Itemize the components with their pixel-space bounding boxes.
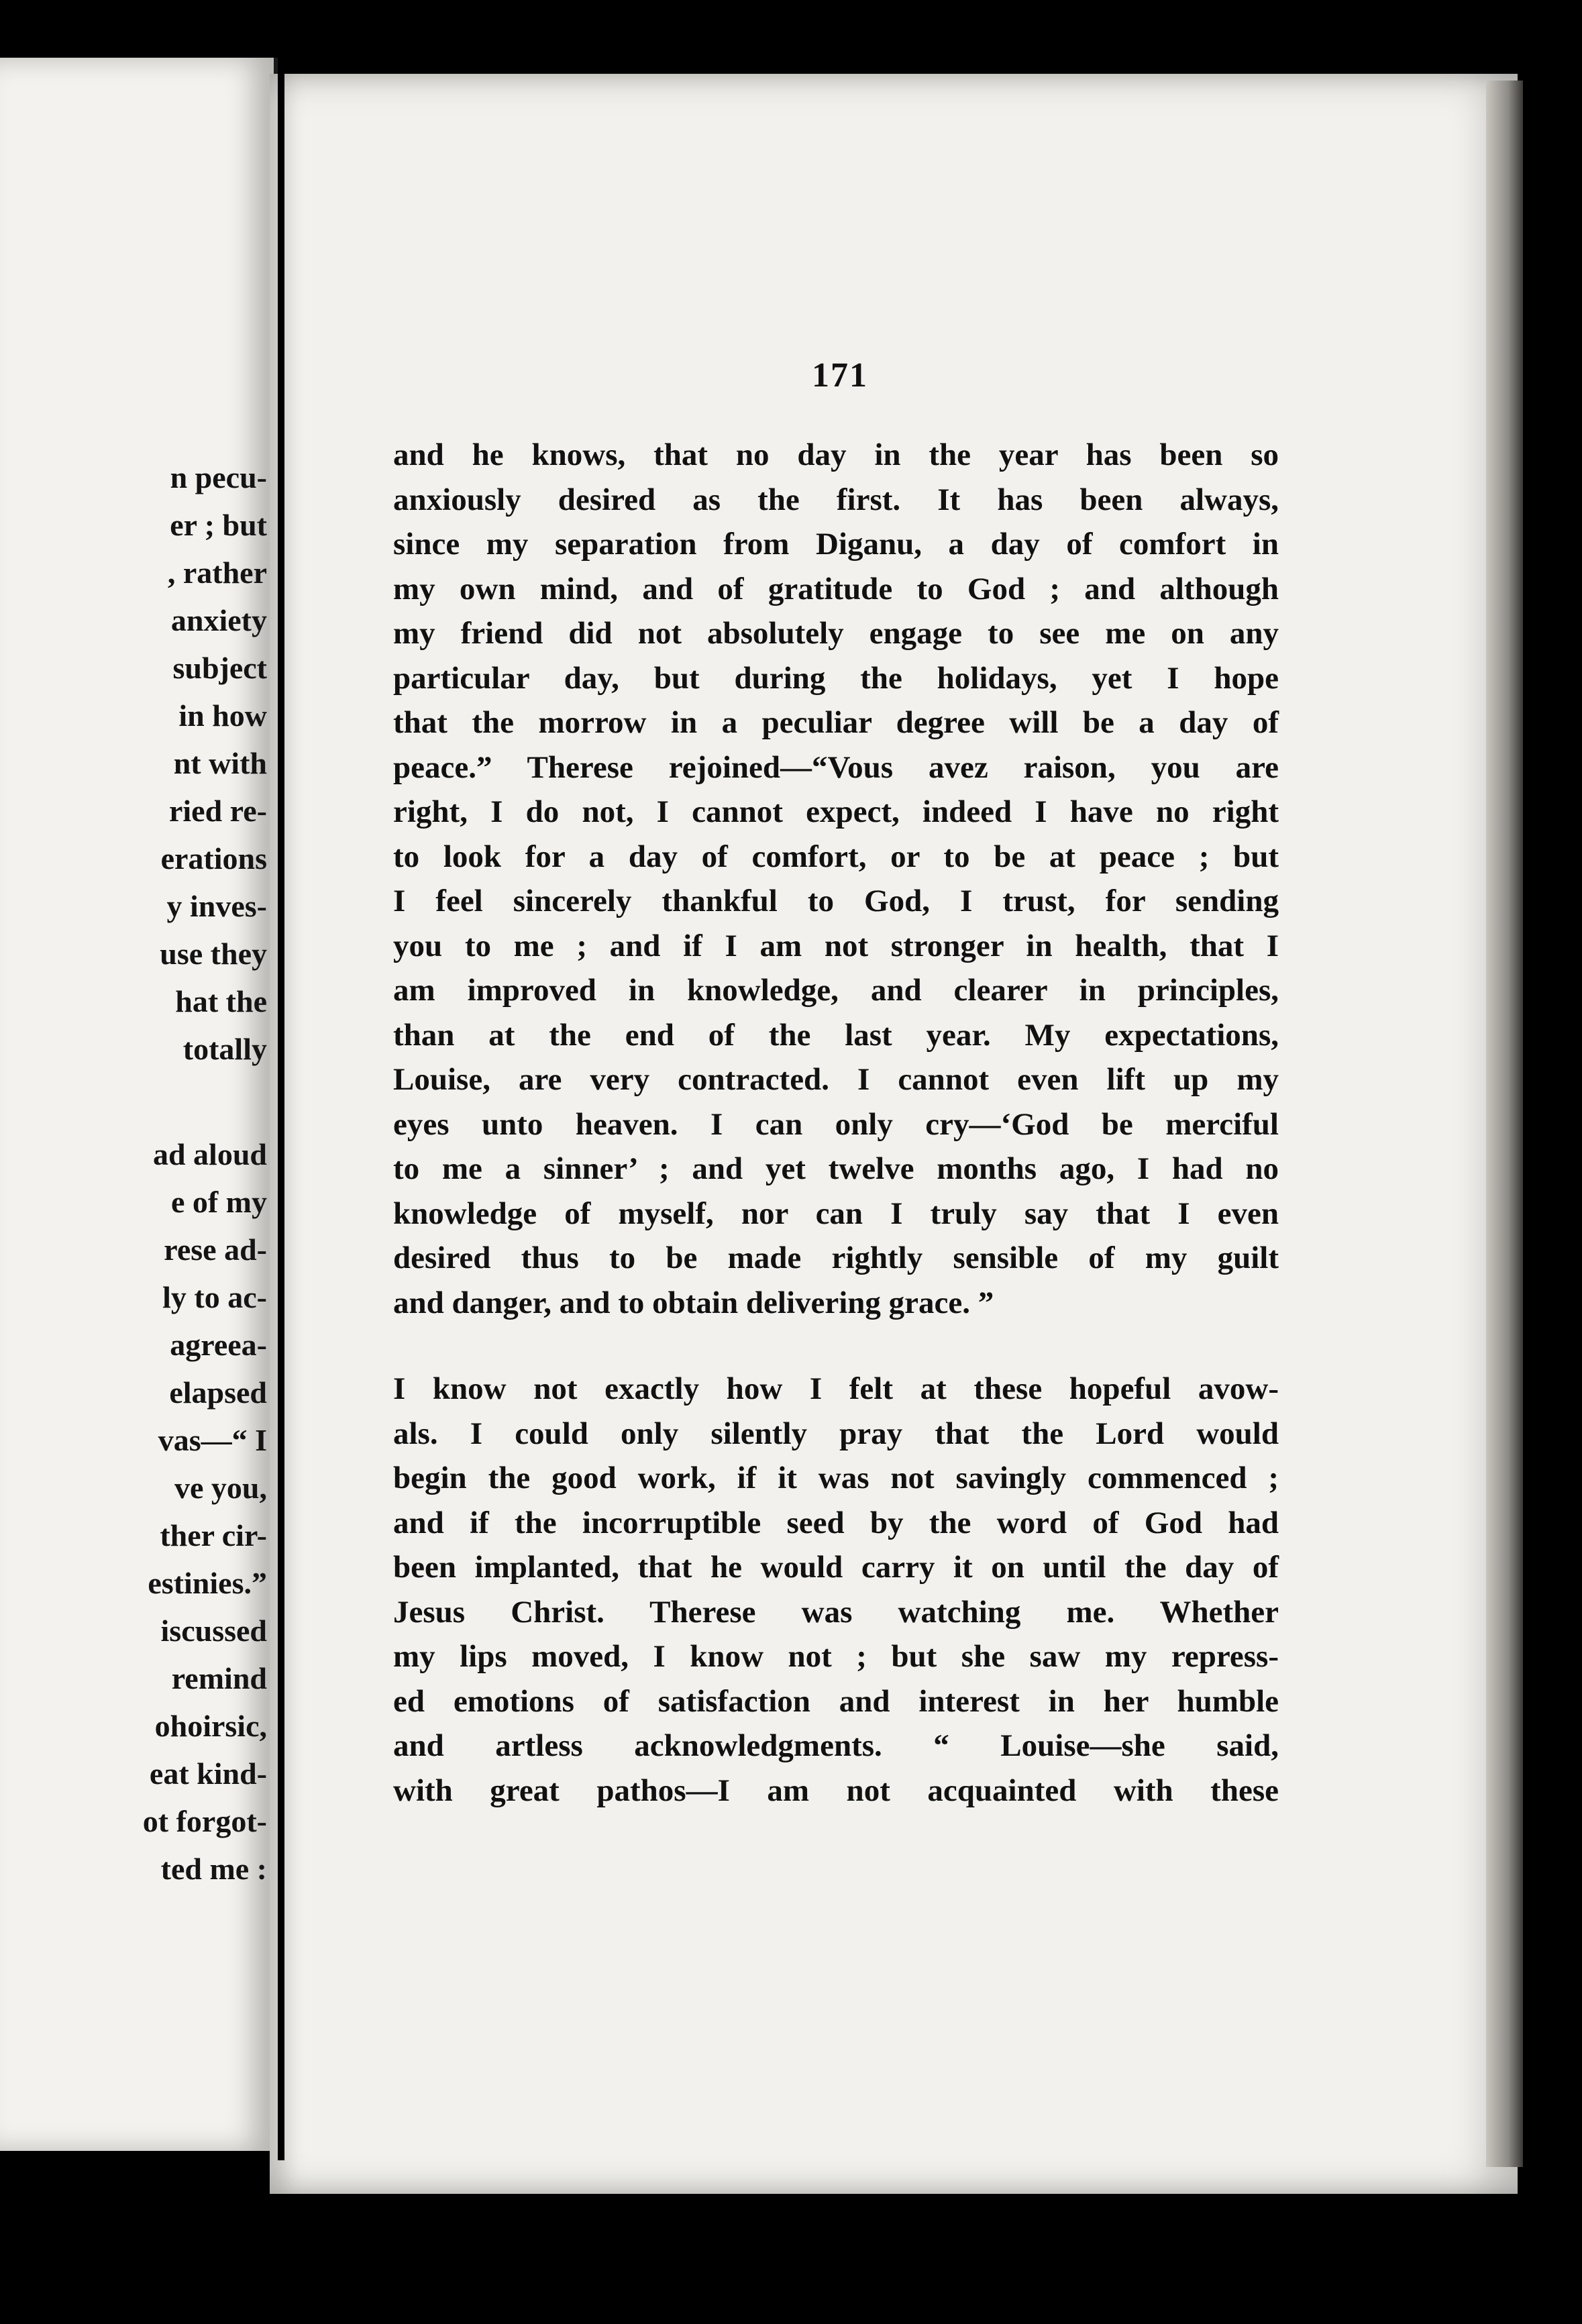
- left-page: [0, 58, 278, 2151]
- text-line: been implanted, that he would carry it on until the day of: [393, 1550, 1279, 1585]
- left-line: remind: [171, 1661, 267, 1695]
- book-binding: [278, 27, 284, 2160]
- left-line: agreea-: [170, 1328, 267, 1362]
- text-line: Louise, are very contracted. I cannot even lift up my: [393, 1062, 1279, 1097]
- left-line: hat the: [175, 984, 267, 1018]
- text-line: and he knows, that no day in the year has been so: [393, 437, 1279, 472]
- left-page-text: [143, 454, 267, 1893]
- left-line: subject: [172, 651, 267, 685]
- left-line: elapsed: [169, 1375, 267, 1410]
- left-line: n pecu-: [170, 460, 267, 494]
- text-line: my friend did not absolutely engage to see me on any: [393, 616, 1279, 651]
- left-line: totally: [182, 1032, 267, 1066]
- text-line: I know not exactly how I felt at these hopeful avow-: [393, 1371, 1279, 1406]
- text-line: my lips moved, I know not ; but she saw my repress-: [393, 1639, 1279, 1674]
- text-line: my own mind, and of gratitude to God ; and although: [393, 571, 1279, 606]
- left-line: ly to ac-: [162, 1280, 267, 1314]
- page-edge: [1486, 81, 1523, 2167]
- left-line: ot forgot-: [142, 1804, 267, 1838]
- left-line: ve you,: [174, 1471, 267, 1505]
- text-line: Jesus Christ. Therese was watching me. Whether: [393, 1594, 1279, 1630]
- text-line: eyes unto heaven. I can only cry—‘God be merciful: [393, 1106, 1279, 1142]
- page-number: 171: [812, 356, 868, 394]
- left-line: er ; but: [170, 508, 267, 542]
- text-line: than at the end of the last year. My expectations,: [393, 1017, 1279, 1053]
- left-line: y inves-: [166, 889, 267, 923]
- text-line: begin the good work, if it was not savingly commenced ;: [393, 1461, 1279, 1495]
- text-line: and if the incorruptible seed by the word of God had: [393, 1505, 1279, 1540]
- left-line: , rather: [167, 556, 267, 590]
- left-line: in how: [178, 698, 267, 733]
- left-line: e of my: [170, 1185, 267, 1219]
- text-line: als. I could only silently pray that the Lord would: [393, 1416, 1279, 1451]
- left-line: anxiety: [170, 603, 267, 637]
- left-line: use they: [160, 937, 267, 971]
- left-paragraph-gap: [143, 1073, 267, 1130]
- paragraph-gap: [393, 1325, 1279, 1367]
- left-line: ohoirsic,: [154, 1709, 267, 1743]
- text-line: with great pathos—I am not acquainted with these: [393, 1773, 1279, 1808]
- text-line: to look for a day of comfort, or to be at peace ; but: [393, 839, 1279, 874]
- left-line: ted me :: [160, 1852, 267, 1886]
- text-line: and danger, and to obtain delivering grace. ”: [393, 1285, 994, 1320]
- text-line: that the morrow in a peculiar degree will be a day of: [393, 705, 1279, 740]
- left-line: erations: [160, 841, 267, 876]
- left-line: ad aloud: [152, 1137, 267, 1171]
- text-line: since my separation from Diganu, a day of comfort in: [393, 527, 1279, 562]
- text-line: am improved in knowledge, and clearer in principles,: [393, 973, 1279, 1008]
- left-line: eat kind-: [149, 1756, 267, 1791]
- left-line: estinies.”: [148, 1566, 267, 1600]
- text-line: peace.” Therese rejoined—“Vous avez raison, you are: [393, 749, 1279, 785]
- text-line: I feel sincerely thankful to God, I trust, for sending: [393, 884, 1279, 918]
- text-line: ed emotions of satisfaction and interest in her humble: [393, 1683, 1279, 1719]
- left-line: iscussed: [160, 1614, 267, 1648]
- left-line: nt with: [173, 746, 267, 780]
- left-line: rese ad-: [164, 1232, 267, 1267]
- text-line: to me a sinner’ ; and yet twelve months ago, I had no: [393, 1151, 1279, 1186]
- text-line: you to me ; and if I am not stronger in health, that I: [393, 928, 1279, 963]
- left-line: ther cir-: [160, 1518, 267, 1552]
- text-line: particular day, but during the holidays, yet I hope: [393, 660, 1279, 696]
- text-line: desired thus to be made rightly sensible of my guilt: [393, 1240, 1279, 1275]
- text-line: right, I do not, I cannot expect, indeed I have no right: [393, 794, 1279, 829]
- left-line: vas—“ I: [158, 1423, 267, 1457]
- left-line: ried re-: [168, 794, 267, 828]
- right-page-text: [393, 433, 1279, 1813]
- text-line: anxiously desired as the first. It has been always,: [393, 482, 1279, 517]
- text-line: and artless acknowledgments. “ Louise—she said,: [393, 1728, 1279, 1763]
- text-line: knowledge of myself, nor can I truly say that I even: [393, 1196, 1279, 1231]
